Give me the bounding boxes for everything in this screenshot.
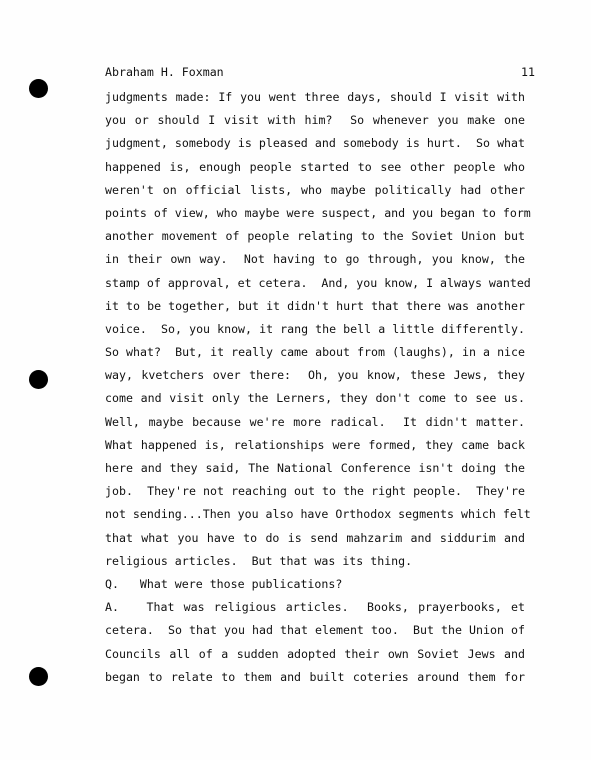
transcript-body xyxy=(105,86,531,689)
transcript-line: another movement of people relating to the Soviet Union but xyxy=(105,229,525,244)
interviewee-name: Abraham H. Foxman xyxy=(105,65,224,79)
transcript-line: happened is, enough people started to see other people who xyxy=(105,159,525,174)
transcript-line: Councils all of a sudden adopted their own Soviet Jews and xyxy=(105,646,525,661)
transcript-line: it to be together, but it didn't hurt that there was another xyxy=(105,298,525,313)
page-number: 11 xyxy=(521,65,535,79)
transcript-line: cetera. So that you had that element too. But the Union of xyxy=(105,623,525,638)
punch-hole-top xyxy=(29,79,48,98)
transcript-line: A. That was religious articles. Books, prayerbooks, et xyxy=(105,600,525,615)
transcript-line: points of view, who maybe were suspect, and you began to form xyxy=(105,205,531,220)
punch-hole-middle xyxy=(29,370,48,389)
transcript-line: What happened is, relationships were formed, they came back xyxy=(105,437,525,452)
transcript-line: not sending...Then you also have Orthodox segments which felt xyxy=(105,507,531,522)
transcript-line: that what you have to do is send mahzarim and siddurim and xyxy=(105,530,525,545)
transcript-line: weren't on official lists, who maybe politically had other xyxy=(105,182,525,197)
transcript-line: here and they said, The National Conference isn't doing the xyxy=(105,461,525,475)
transcript-line: you or should I visit with him? So whenever you make one xyxy=(105,113,525,128)
transcript-line: religious articles. But that was its thing. xyxy=(105,553,413,568)
transcript-line: Q. What were those publications? xyxy=(105,576,343,591)
transcript-line: Well, maybe because we're more radical. It didn't matter. xyxy=(105,414,525,429)
transcript-line: began to relate to them and built coteries around them for xyxy=(105,669,525,684)
transcript-line: come and visit only the Lerners, they don't come to see us. xyxy=(105,391,525,406)
transcript-line: in their own way. Not having to go through, you know, the xyxy=(105,252,525,267)
transcript-line: job. They're not reaching out to the right people. They're xyxy=(105,484,525,499)
transcript-line: stamp of approval, et cetera. And, you know, I always wanted xyxy=(105,275,531,290)
punch-hole-bottom xyxy=(29,667,48,686)
transcript-line: way, kvetchers over there: Oh, you know, these Jews, they xyxy=(105,368,525,383)
transcript-line: judgment, somebody is pleased and somebody is hurt. So what xyxy=(105,136,525,151)
transcript-line: voice. So, you know, it rang the bell a little differently. xyxy=(105,321,525,336)
running-head xyxy=(105,64,535,80)
transcript-line: judgments made: If you went three days, should I visit with xyxy=(105,90,525,104)
transcript-line: So what? But, it really came about from (laughs), in a nice xyxy=(105,345,525,360)
